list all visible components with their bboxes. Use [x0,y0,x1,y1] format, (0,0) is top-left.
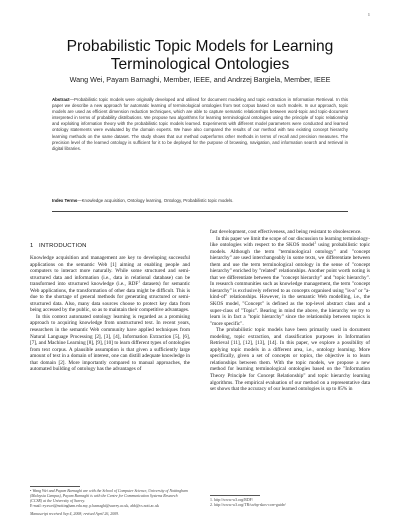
right-paragraph-0: fast development, cost effectiveness, and being resistant to obsolescence. [210,229,362,235]
section-title: INTRODUCTION [39,243,87,249]
affiliation-text: • Wang Wei and Payam Barnaghi are with the School of Computer Science, University of Nottingham (Malaysia Campus), Payam Barnaghi is with the Centre for Communication Systems Research (CCSR) at the University of Surrey. [30,489,188,503]
abstract [52,97,348,152]
footnote-ref-1: 1 [138,279,141,284]
section-heading [30,243,87,249]
footnote-divider-right [210,495,260,496]
abstract-label: Abstract [52,97,70,102]
footnote-2: 2. http://www.w3.org/TR/swbp-skos-core-guide/ [210,502,286,507]
abstract-text: —Probabilistic topic models were originally developed and utilised for document modeling and topic extraction in Information Retrieval. In this paper we describe a new approach for automatic learning of terminological ontologies from text corpus based on such models. In our approach, topic models are used as efficient dimension reduction techniques, which are able to capture semantic relationships between word-topic and topic-document interpreted in terms of probability distributions. We propose two algorithms for learning terminological ontologies using the principle of topic relationship and exploiting information theory with the probabilistic topic models learned. Experiments with different model parameters were conducted and learned ontology statements were evaluated by the domain experts. We have also compared the results of our method with two existing concept hierarchy learning methods on the same dataset. The study shows that our method outperforms other methods in terms of recall and precision measures. The precision level of the learned ontology is sufficient for it to be deployed for the purpose of browsing, navigation, and information search and retrieval in digital libraries. [52,97,348,151]
url-footnotes [210,498,370,508]
section-number: 1 [30,243,34,249]
left-column [30,255,190,373]
right-p1-rest: using probabilistic topic models. Although the term "terminological ontology" and "concept hierarchy" are used interchangeably in some texts, we differentiate between them and use the term terminological ontology in the sense of "concept hierarchy" enriched by "related" relationships. Another point worth noting is that we differentiate between the "concept hierarchy" and "topic hierarchy". In research communities such as knowledge management, the term "concept hierarchy" is exclusively referred to as concepts organised using "is-a" or "a-kind-of" relationships. However, in the semantic Web modelling, i.e., the SKOS model, "Concept" is defined as the top-level abstract class and a super-class of "Topic". Bearing in mind the above, the hierarchy we try to learn is in fact a "topic hierarchy" since the relationship between topics is "more specific". [210,242,371,327]
affiliation-footnote [30,489,190,517]
right-p1-text: In this paper we limit the scope of our discussion to learning terminology-like ontologies with respect to the SKOS model [210,235,370,249]
footnote-1: 1. http://www.w3.org/RDF/ [210,498,253,502]
author-list: Wang Wei, Payam Barnaghi, Member, IEEE, and Andrzej Bargiela, Member, IEEE [69,75,331,84]
intro-p1-rest: datasets) for semantic Web applications, the transformation of other data might be difficult. This is due to the shortage of general methods for generating structured or semi-structured data. Also, many data sources choose to protect key data from being accessed by the public, so as to maintain their competitive advantages. [30,281,190,314]
right-paragraph-1 [210,236,370,328]
footnote-ref-2: 2 [314,240,317,245]
page-number: 1 [367,12,370,17]
paper-title [40,38,360,74]
footnote-divider-left [30,486,80,487]
author-emails: E-mail: eyxwei@nottingham.edu.my, p.barnaghi@surrey.ac.uk, abb@cs.nott.ac.uk [30,503,159,508]
index-terms-text: —Knowledge acquisition, Ontology learning, Ontology, Probabilistic topic models. [77,198,234,203]
intro-paragraph-1 [30,255,190,314]
affiliation-body: Wang Wei and Payam Barnaghi are with the School of Computer Science, University of Nottingham (Malaysia Campus), Payam Barnaghi is with the Centre for Communication Systems Research (CCSR) at the University of Surrey. [30,489,188,503]
title-line-2: Terminological Ontologies [110,56,290,73]
manuscript-dates: Manuscript received Sep 4, 2008; revised April 26, 2009. [30,511,119,516]
right-paragraph-2: The probabilistic topic models have been primarily used in document modeling, topic extraction, and classification purposes in Information Retrieval [11], [12], [13], [14]. In this paper, we explore a possibility of applying topic models in a different area, i.e., ontology learning. More specifically, given a set of concepts or topics, the objective is to learn relationships between them. With the topic models, we propose a new method for learning terminological ontologies based on the "Information Theory Principle for Concept Relationship" and topic hierarchy learning algorithms. The empirical evaluation of our method on a representative data set shows that the accuracy of our learned ontologies is up to 85% in [210,327,370,393]
intro-p1-text: Knowledge acquisition and management are key to developing successful applications on the semantic Web [1] aiming at enabling people and computers to interact more naturally. While some structured and semi-structured data and information (i.e., data in relational database) can be transformed into structured knowledge (i.e., RDF [30,255,190,288]
right-column [210,229,370,393]
index-terms [52,198,348,203]
intro-paragraph-2: In this context automated ontology learning is regarded as a promising approach to acquiring knowledge from unstructured text. In recent years, researchers in the semantic Web community have applied techniques from Natural Language Processing [2], [3], [4], Information Extraction [5], [6], [7], and Machine Learning [8], [9], [10] to learn different types of ontologies from text corpus. A plausible assumption is that given a sufficiently large amount of text in a domain of interest, one can distill adequate knowledge in that domain [2]. More importantly compared to manual approaches, the automated building of ontology has the advantages of [30,313,190,373]
index-terms-label: Index Terms [52,198,78,203]
title-line-1: Probabilistic Topic Models for Learning [66,38,334,55]
abstract-divider [52,211,348,212]
